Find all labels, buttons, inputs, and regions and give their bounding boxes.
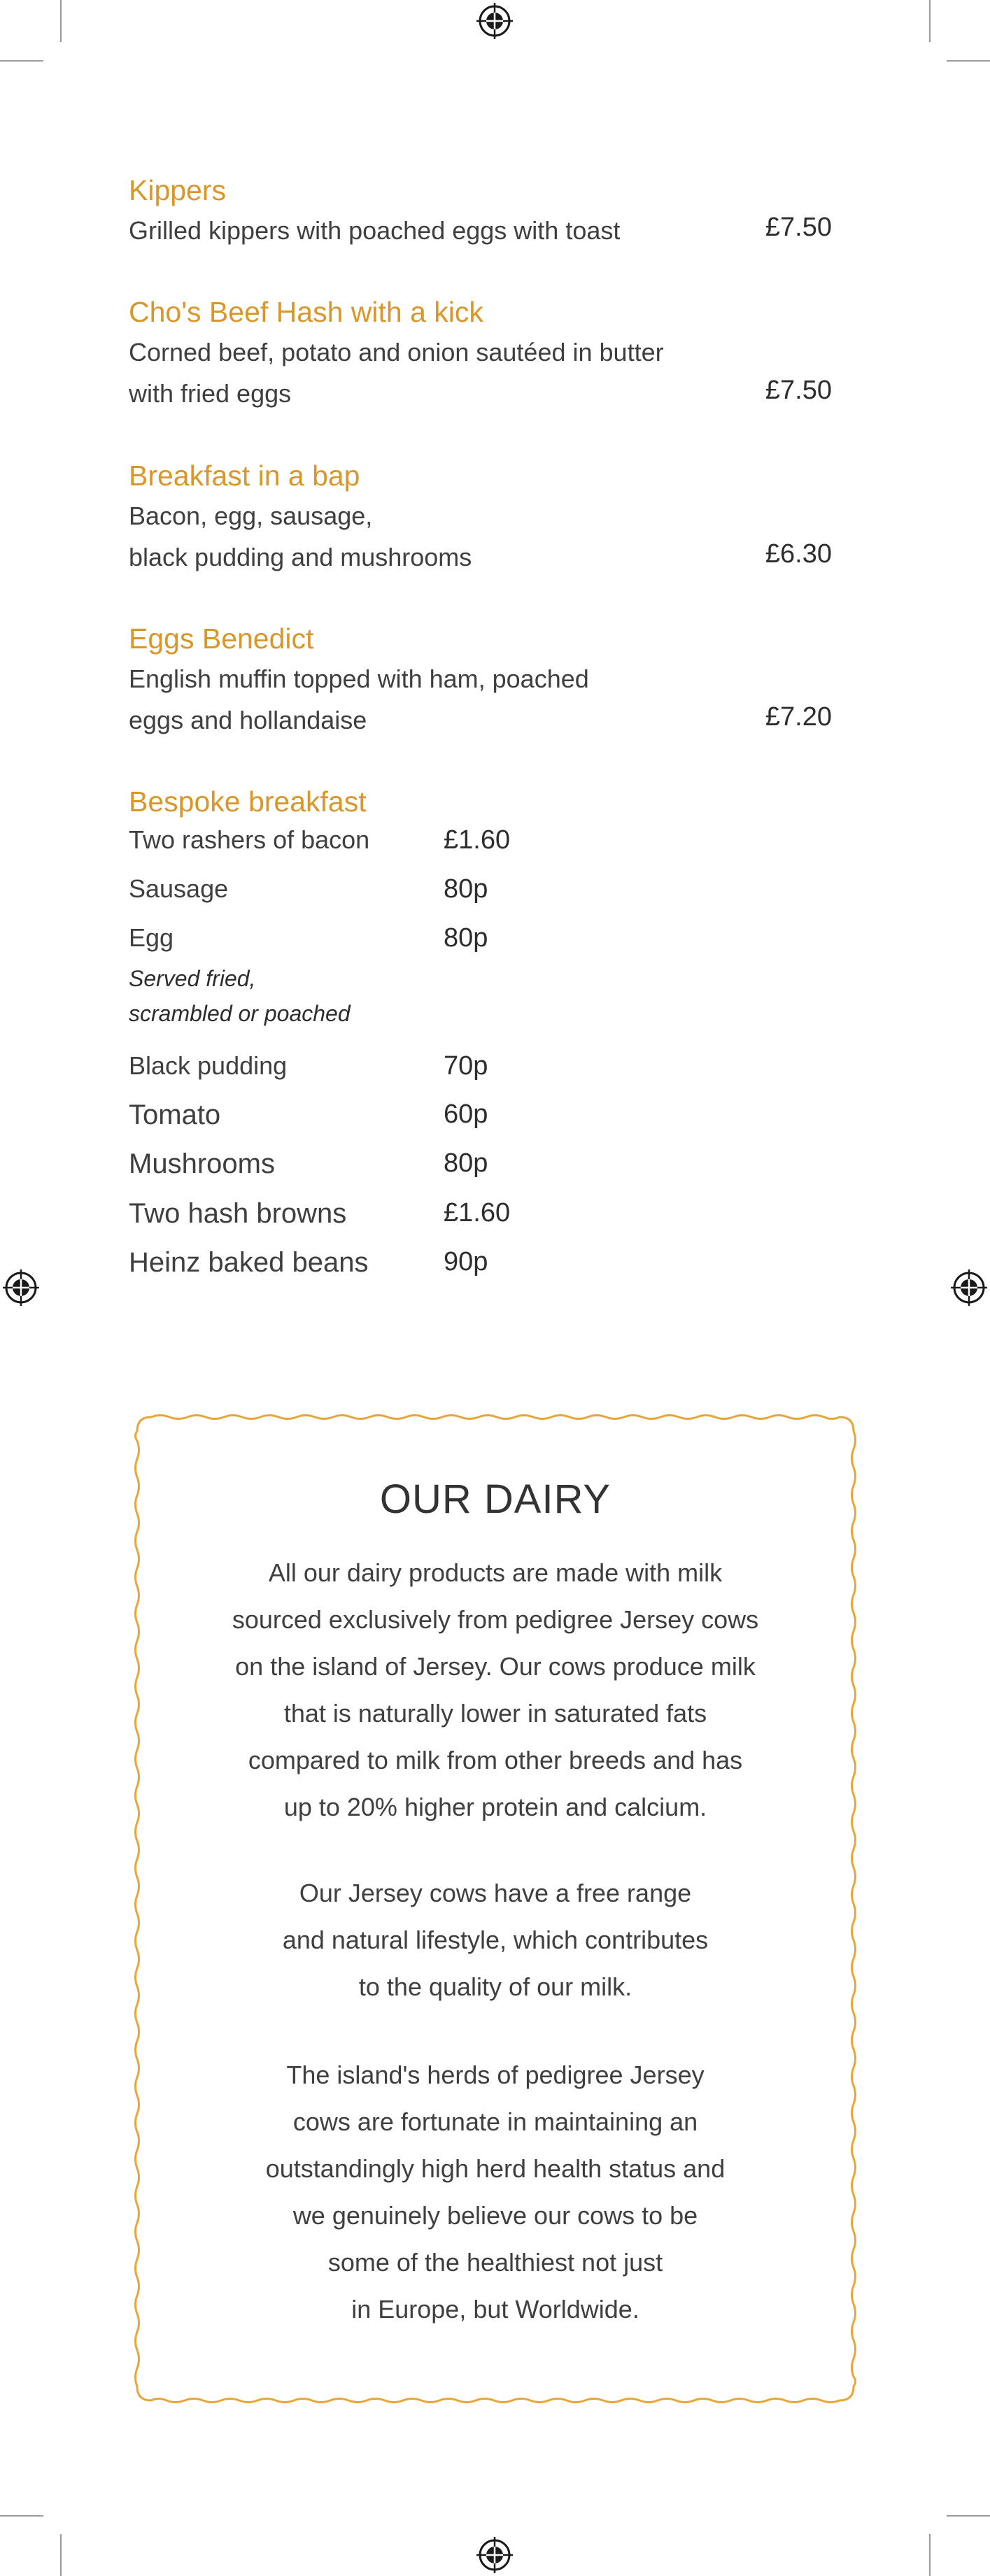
bespoke-item-name: Tomato	[129, 1100, 221, 1130]
dairy-line: in Europe, but Worldwide.	[351, 2295, 639, 2324]
menu-item-beef-hash	[129, 292, 832, 418]
dairy-line: The island's herds of pedigree Jersey	[286, 2061, 705, 2089]
crop-mark-top-right-horizontal	[947, 60, 990, 62]
registration-mark-icon	[476, 3, 513, 39]
bespoke-item-price: 80p	[444, 874, 488, 904]
registration-mark-icon	[476, 2537, 513, 2573]
menu-item-kippers	[129, 171, 832, 255]
bespoke-item-name: Black pudding	[129, 1051, 288, 1080]
bespoke-item-price: £1.60	[444, 825, 511, 855]
menu-item-title: Kippers	[129, 174, 227, 206]
bespoke-item-price: 80p	[444, 923, 488, 953]
menu-item-price: £7.50	[765, 213, 832, 242]
bespoke-item-black-pudding	[129, 1051, 618, 1090]
crop-mark-bottom-left-vertical	[60, 2534, 62, 2576]
menu-item-description: with fried eggs	[129, 379, 292, 408]
bespoke-item-egg	[129, 923, 618, 962]
dairy-line: cows are fortunate in maintaining an	[292, 2107, 698, 2136]
bespoke-item-price: 70p	[444, 1051, 488, 1081]
registration-mark-icon	[3, 1269, 39, 1306]
menu-item-breakfast-bap	[129, 456, 832, 582]
menu-item-description: eggs and hollandaise	[129, 706, 367, 734]
bespoke-item-tomato	[129, 1100, 618, 1139]
menu-item-description: Corned beef, potato and onion sautéed in butter	[129, 338, 664, 367]
dairy-line: Our Jersey cows have a free range	[299, 1879, 692, 1907]
dairy-line: we genuinely believe our cows to be	[292, 2201, 698, 2230]
crop-mark-bottom-right-vertical	[929, 2534, 931, 2576]
bespoke-item-bacon	[129, 825, 618, 864]
bespoke-item-baked-beans	[129, 1247, 618, 1286]
dairy-line: sourced exclusively from pedigree Jersey cows	[232, 1605, 759, 1634]
crop-mark-top-left-vertical	[60, 0, 62, 42]
crop-mark-top-right-vertical	[929, 0, 931, 42]
dairy-paragraph	[154, 1870, 837, 2010]
dairy-line: compared to milk from other breeds and has	[248, 1746, 743, 1774]
menu-item-price: £7.20	[765, 702, 832, 732]
bespoke-item-name: Egg	[129, 923, 174, 952]
egg-serving-note-line: Served fried,	[129, 966, 256, 991]
bespoke-item-name: Sausage	[129, 874, 229, 903]
dairy-line: up to 20% higher protein and calcium.	[283, 1793, 707, 1821]
dairy-line: outstandingly high herd health status and	[265, 2154, 726, 2183]
dairy-title: OUR DAIRY	[379, 1476, 611, 1522]
crop-mark-top-left-horizontal	[0, 60, 43, 62]
dairy-line: to the quality of our milk.	[358, 1972, 632, 2001]
bespoke-item-name: Heinz baked beans	[129, 1247, 369, 1278]
bespoke-item-name: Mushrooms	[129, 1148, 275, 1179]
menu-item-description: Grilled kippers with poached eggs with toast	[129, 216, 621, 245]
menu-item-title: Eggs Benedict	[129, 622, 314, 655]
bespoke-item-sausage	[129, 874, 618, 913]
menu-item-description: English muffin topped with ham, poached	[129, 664, 589, 693]
dairy-line: on the island of Jersey. Our cows produce milk	[235, 1652, 756, 1681]
dairy-paragraph	[154, 2051, 837, 2333]
dairy-paragraph	[154, 1549, 837, 1830]
bespoke-breakfast-title: Bespoke breakfast	[129, 785, 367, 818]
registration-mark-icon	[951, 1269, 987, 1306]
bespoke-item-name: Two hash browns	[129, 1198, 347, 1229]
bespoke-item-price: 80p	[444, 1148, 488, 1178]
dairy-line: All our dairy products are made with milk	[268, 1558, 723, 1587]
menu-item-price: £7.50	[765, 376, 832, 405]
egg-serving-note-line: scrambled or poached	[129, 1001, 351, 1026]
menu-item-title: Breakfast in a bap	[129, 460, 360, 492]
bespoke-item-mushrooms	[129, 1148, 618, 1188]
bespoke-item-hash-browns	[129, 1198, 618, 1237]
menu-item-title: Cho's Beef Hash with a kick	[129, 296, 483, 328]
menu-item-description: Bacon, egg, sausage,	[129, 501, 373, 530]
dairy-line: and natural lifestyle, which contributes	[282, 1926, 709, 1954]
menu-item-price: £6.30	[765, 539, 832, 569]
egg-serving-note	[129, 961, 351, 1031]
menu-item-description: black pudding and mushrooms	[129, 543, 472, 571]
crop-mark-bottom-left-horizontal	[0, 2515, 43, 2517]
dairy-line: that is naturally lower in saturated fats	[283, 1699, 707, 1728]
bespoke-item-name: Two rashers of bacon	[129, 825, 370, 854]
dairy-line: some of the healthiest not just	[327, 2248, 663, 2277]
bespoke-item-price: £1.60	[444, 1198, 511, 1227]
crop-mark-bottom-right-horizontal	[947, 2515, 990, 2517]
menu-item-eggs-benedict	[129, 619, 832, 745]
bespoke-item-price: 90p	[444, 1247, 488, 1276]
bespoke-item-price: 60p	[444, 1100, 488, 1129]
